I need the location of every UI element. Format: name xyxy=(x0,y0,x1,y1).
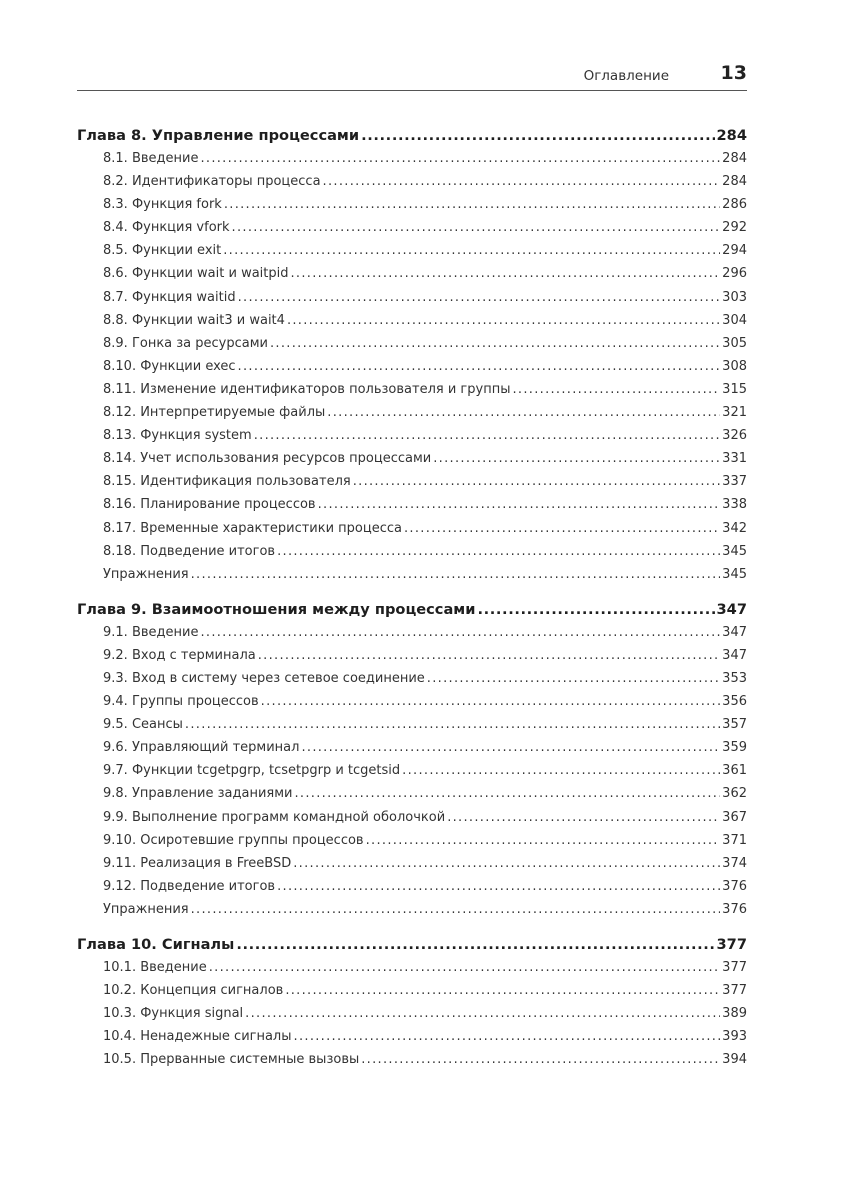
toc-section-entry[interactable] xyxy=(77,493,747,516)
section-title: 9.2. Вход с терминала xyxy=(103,647,256,663)
toc-section-entry[interactable] xyxy=(77,470,747,493)
toc-section-entry[interactable] xyxy=(77,216,747,239)
toc-section-entry[interactable] xyxy=(77,309,747,332)
section-page: 284 xyxy=(722,174,747,190)
section-title: 8.8. Функции wait3 и wait4 xyxy=(103,312,285,328)
section-page: 371 xyxy=(722,832,747,848)
section-title: 9.12. Подведение итогов xyxy=(103,878,276,894)
section-title: Упражнения xyxy=(103,901,189,917)
dot-leader xyxy=(327,401,720,424)
section-page: 356 xyxy=(722,694,747,710)
chapter-title: Глава 8. Управление процессами xyxy=(77,127,360,144)
toc-section-entry[interactable] xyxy=(77,736,747,759)
dot-leader xyxy=(236,933,714,956)
dot-leader xyxy=(191,898,721,921)
toc-section-entry[interactable] xyxy=(77,759,747,782)
dot-leader xyxy=(191,563,721,586)
dot-leader xyxy=(477,598,714,621)
toc-section-entry[interactable] xyxy=(77,286,747,309)
toc-section-entry[interactable] xyxy=(77,447,747,470)
section-page: 286 xyxy=(722,197,747,213)
section-page: 377 xyxy=(722,960,747,975)
section-page: 337 xyxy=(722,474,747,490)
dot-leader xyxy=(301,736,720,759)
dot-leader xyxy=(185,713,720,736)
dot-leader xyxy=(294,1025,721,1048)
section-page: 359 xyxy=(722,740,747,756)
dot-leader xyxy=(277,875,720,898)
dot-leader xyxy=(224,193,720,216)
dot-leader xyxy=(232,216,721,239)
section-title: 8.5. Функции exit xyxy=(103,243,222,259)
toc-section-entry[interactable] xyxy=(77,262,747,285)
chapter-page: 347 xyxy=(716,600,747,618)
section-page: 321 xyxy=(722,405,747,421)
dot-leader xyxy=(447,806,720,829)
toc-section-entry[interactable] xyxy=(77,401,747,424)
toc-section-entry[interactable] xyxy=(77,956,747,979)
dot-leader xyxy=(361,124,714,147)
section-page: 394 xyxy=(722,1052,747,1068)
toc-section-entry[interactable] xyxy=(77,979,747,1002)
toc-section-entry[interactable] xyxy=(77,829,747,852)
dot-leader xyxy=(258,644,720,667)
toc-section-entry[interactable] xyxy=(77,806,747,829)
section-title: 10.5. Прерванные системные вызовы xyxy=(103,1052,360,1068)
section-page: 361 xyxy=(722,763,747,779)
section-title: 9.7. Функции tcgetpgrp, tcsetpgrp и tcgetsid xyxy=(103,763,401,779)
section-title: 10.2. Концепция сигналов xyxy=(103,983,284,999)
section-title: 8.18. Подведение итогов xyxy=(103,543,276,559)
section-title: 9.3. Вход в систему через сетевое соединение xyxy=(103,670,425,686)
section-title: 10.1. Введение xyxy=(103,960,207,975)
dot-leader xyxy=(200,621,720,644)
dot-leader xyxy=(427,667,720,690)
dot-leader xyxy=(318,493,721,516)
toc-chapter-entry[interactable] xyxy=(77,598,747,621)
section-title: 8.3. Функция fork xyxy=(103,197,222,213)
section-page: 353 xyxy=(722,670,747,686)
section-page: 389 xyxy=(722,1006,747,1022)
dot-leader xyxy=(254,424,720,447)
toc-chapter-entry[interactable] xyxy=(77,124,747,147)
section-page: 367 xyxy=(722,809,747,825)
section-title: 8.17. Временные характеристики процесса xyxy=(103,520,402,536)
dot-leader xyxy=(294,782,720,805)
section-title: 10.3. Функция signal xyxy=(103,1006,244,1022)
toc-section-entry[interactable] xyxy=(77,1048,747,1071)
chapter-title: Глава 10. Сигналы xyxy=(77,936,235,953)
section-page: 376 xyxy=(722,878,747,894)
dot-leader xyxy=(238,355,721,378)
dot-leader xyxy=(209,956,720,979)
section-page: 374 xyxy=(722,855,747,871)
section-title: 8.1. Введение xyxy=(103,151,199,166)
section-page: 292 xyxy=(722,220,747,236)
section-page: 338 xyxy=(722,497,747,513)
dot-leader xyxy=(270,332,720,355)
section-title: 9.9. Выполнение программ командной оболочкой xyxy=(103,809,446,825)
toc-chapter-entry[interactable] xyxy=(77,933,747,956)
dot-leader xyxy=(512,378,720,401)
toc-section-entry[interactable] xyxy=(77,193,747,216)
toc-section-entry[interactable] xyxy=(77,424,747,447)
section-page: 347 xyxy=(722,647,747,663)
toc-section-entry[interactable] xyxy=(77,667,747,690)
page-header xyxy=(77,58,747,91)
toc-chapter xyxy=(77,933,747,1071)
toc-section-entry[interactable] xyxy=(77,239,747,262)
section-title: 8.15. Идентификация пользователя xyxy=(103,474,351,490)
dot-leader xyxy=(223,239,720,262)
section-title: 9.10. Осиротевшие группы процессов xyxy=(103,832,364,848)
section-title: 10.4. Ненадежные сигналы xyxy=(103,1029,292,1045)
section-title: 8.12. Интерпретируемые файлы xyxy=(103,405,326,421)
section-page: 305 xyxy=(722,335,747,351)
dot-leader xyxy=(361,1048,720,1071)
chapter-page: 284 xyxy=(716,127,747,144)
section-page: 331 xyxy=(722,451,747,467)
section-page: 342 xyxy=(722,520,747,536)
toc-section-entry[interactable] xyxy=(77,621,747,644)
section-page: 315 xyxy=(722,381,747,397)
toc-section-entry[interactable] xyxy=(77,147,747,170)
section-title: 9.1. Введение xyxy=(103,624,199,640)
section-title: 8.9. Гонка за ресурсами xyxy=(103,335,268,351)
dot-leader xyxy=(433,447,720,470)
section-page: 357 xyxy=(722,717,747,733)
toc-section-entry[interactable] xyxy=(77,875,747,898)
section-page: 308 xyxy=(722,358,747,374)
section-title: 8.10. Функции exec xyxy=(103,358,236,374)
section-page: 362 xyxy=(722,786,747,802)
dot-leader xyxy=(353,470,720,493)
section-title: Упражнения xyxy=(103,566,189,582)
toc-section-entry[interactable] xyxy=(77,517,747,540)
table-of-contents xyxy=(77,124,747,1083)
dot-leader xyxy=(245,1002,720,1025)
section-title: 8.14. Учет использования ресурсов процессами xyxy=(103,451,432,467)
section-title: 9.5. Сеансы xyxy=(103,717,183,733)
section-title: 9.4. Группы процессов xyxy=(103,694,259,710)
dot-leader xyxy=(402,759,720,782)
section-page: 304 xyxy=(722,312,747,328)
section-page: 294 xyxy=(722,243,747,259)
section-title: 8.6. Функции wait и waitpid xyxy=(103,266,289,282)
toc-section-entry[interactable] xyxy=(77,332,747,355)
dot-leader xyxy=(287,309,720,332)
toc-section-entry[interactable] xyxy=(77,644,747,667)
section-title: 9.8. Управление заданиями xyxy=(103,786,293,802)
toc-section-entry[interactable] xyxy=(77,898,747,921)
section-title: 8.4. Функция vfork xyxy=(103,220,230,236)
toc-chapter xyxy=(77,124,747,586)
section-page: 296 xyxy=(722,266,747,282)
section-title: 8.13. Функция system xyxy=(103,428,252,444)
dot-leader xyxy=(285,979,720,1002)
toc-section-entry[interactable] xyxy=(77,1025,747,1048)
section-title: 9.6. Управляющий терминал xyxy=(103,740,300,756)
section-page: 345 xyxy=(722,543,747,559)
section-page: 377 xyxy=(722,983,747,999)
section-page: 303 xyxy=(722,289,747,305)
toc-section-entry[interactable] xyxy=(77,378,747,401)
section-page: 376 xyxy=(722,901,747,917)
toc-chapter xyxy=(77,598,747,921)
dot-leader xyxy=(238,286,721,309)
toc-section-entry[interactable] xyxy=(77,540,747,563)
section-page: 326 xyxy=(722,428,747,444)
running-header-title: Оглавление xyxy=(583,68,669,84)
section-title: 8.7. Функция waitid xyxy=(103,289,236,305)
section-title: 8.16. Планирование процессов xyxy=(103,497,316,513)
toc-section-entry[interactable] xyxy=(77,690,747,713)
section-page: 347 xyxy=(722,624,747,640)
toc-section-entry[interactable] xyxy=(77,1002,747,1025)
toc-section-entry[interactable] xyxy=(77,782,747,805)
section-page: 284 xyxy=(722,151,747,166)
dot-leader xyxy=(261,690,721,713)
toc-section-entry[interactable] xyxy=(77,563,747,586)
toc-section-entry[interactable] xyxy=(77,852,747,875)
dot-leader xyxy=(366,829,721,852)
dot-leader xyxy=(404,517,720,540)
toc-section-entry[interactable] xyxy=(77,713,747,736)
page-number: 13 xyxy=(720,62,747,84)
dot-leader xyxy=(200,147,720,170)
section-page: 393 xyxy=(722,1029,747,1045)
dot-leader xyxy=(293,852,720,875)
section-title: 8.11. Изменение идентификаторов пользователя и группы xyxy=(103,381,511,397)
section-page: 345 xyxy=(722,566,747,582)
toc-section-entry[interactable] xyxy=(77,170,747,193)
dot-leader xyxy=(323,170,721,193)
toc-section-entry[interactable] xyxy=(77,355,747,378)
chapter-title: Глава 9. Взаимоотношения между процессами xyxy=(77,600,476,618)
dot-leader xyxy=(291,262,721,285)
chapter-page: 377 xyxy=(716,936,747,953)
section-title: 9.11. Реализация в FreeBSD xyxy=(103,855,292,871)
dot-leader xyxy=(277,540,720,563)
section-title: 8.2. Идентификаторы процесса xyxy=(103,174,321,190)
